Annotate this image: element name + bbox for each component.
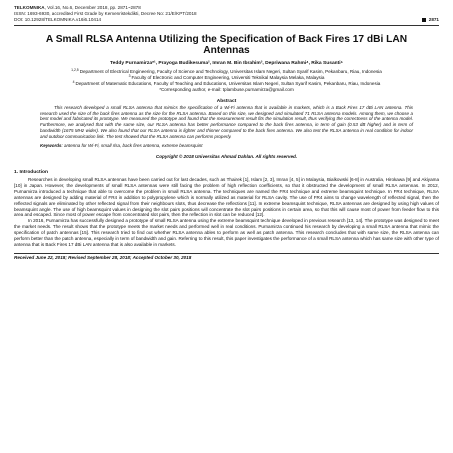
- affiliation-marker: 1,2,5: [71, 68, 79, 73]
- abstract-heading: Abstract: [216, 98, 237, 104]
- abstract-section: [40, 99, 413, 149]
- corresponding-author-text: *Corresponding author, e-mail: tplambuse.purnamirza@gmail.com: [159, 86, 294, 92]
- affiliation-marker: 3: [128, 74, 131, 79]
- affiliation-marker: 4: [72, 79, 75, 84]
- corresponding-author: [40, 87, 413, 93]
- journal-name: TELKOMNIKA: [14, 5, 45, 10]
- paragraph: Researches in developing small RLSA antennas have been carried out for last decades, such as Thairek [1], Islam [2, 3], Imran [4, 5] in Malaysia, Bialkowski [6-8] in Australia, Hirokawa [9] and Akiyama [10] in Japan. However, the developments of small RLSA antennas were still facing the problem of high reflection coefficients, so that it obstructed the development of small RLSA antennas. In 2012, Purnamirza introduced a technique that able to overcome the problem in small RLSA antenna. The techniques are named the FR4 technique and extreme beamsquint technique. In FR4 technique, RLSA antennas are designed by adding material of FR4 in addition to polypropylene which is normally utilized as material for RLSA cavity. The use of FR4 aims to change wavelength of reflected signal, then the reflected signals are eliminated by other reflected signal from their neighbours slots, thus decrease the reflections [11]. In extreme beamsquint technique, RLSA antennas are designed by using high values of beamsquint angle. The use of high beamsquint values in designing the slot pairs positions will concentrate the slot pairs positions in certain area, so that this will cause most of power from feeder flow to this area and escaped. Since most of power escape from concentrated slot pairs, then the reflection in slot can be reduced [12].: [14, 177, 439, 218]
- abstract-text: This research developed a small RLSA antenna that mimics the specification of a Wi-Fi antenna that is available in markets, which is a Back Fires 17 dBi LAN antenna. This research used the size of the back fires antenna as the size for the RLSA antenna. Based on this size, we designed and simulated 71 RLSA antenna models. Among them, we choose a best model and fabricated its prototype. We measured the prototype and found that the measurement result fits the simulation result, thus verifying the correctness of the antenna model. Furthermore, we analysed that with the same size, our RLSA antenna has better performance compared to the back fires antenna, in term of gain (0.53 dB higher) and in term of bandwidth (1675 MHz wider). We also found that our RLSA antenna is lighter and thinner compared to the back fires antenna. We also test the RLSA antenna in real condition for indoor and outdoor communication link. The test showed that the RLSA antenna can performs properly.: [40, 104, 413, 139]
- received-dates: Received June 22, 2018; Revised September 28, 2018; Accepted October 30, 2018: [14, 255, 192, 261]
- journal-volume: , Vol.16, No.6, December 2018, pp. 2871~2878: [44, 5, 141, 10]
- paper-title: A Small RLSA Antenna Utilizing the Specification of Back Fires 17 dBi LAN Antennas: [45, 33, 408, 57]
- page-number-block: [422, 17, 439, 23]
- affiliations: [40, 69, 413, 93]
- square-icon: [422, 18, 426, 22]
- affiliation-text: Department of Electrical Engineering, Faculty of Science and Technology, Universitas Islam Negeri, Sultan Syarif Kasim, Pekanbaru, Riau, Indonesia: [79, 69, 382, 75]
- journal-header: [14, 5, 439, 26]
- journal-issn: ISSN: 1693-6930, accredited First Grade by Kemenristekdikti, Decree No: 21/E/KPT/2018: [14, 10, 197, 16]
- header-rule: [14, 25, 439, 26]
- keywords: [40, 143, 413, 149]
- section-heading-introduction: 1. Introduction: [14, 170, 48, 176]
- affiliation-text: Department of Matematic Educations, Faculty of Teaching and Educations, Universitas Islam Negeri, Sultan Syarif Kasim, Pekanbaru, Riau, Indonesia: [75, 80, 381, 86]
- paragraph: In 2016, Purnamirza has successfully designed a prototype of small RLSA antenna using the extreme beamsquint technique developed in previous research [13, 14]. The prototype was designed to meet the market needs. The result shows that the prototype meets the market needs and performed well in real conditions. Purnamirza continued his research by developing a small RLSA antenna that mimic the specification of patch antennas [15]. This research tried to find out whether RLSA antenna ables to perform as well as patch antenna. This research concludes that with same size, the RLSA antenna can perform better than the patch antenna, especially in term of bandwidth and gain. Referring to this result, this paper investigates the performance of a small RLSA antenna which has same size with other type of antenna that is Back Fires 17 dBi LAN antenna that is also available in markets.: [14, 218, 439, 247]
- journal-doi: DOI: 10.12928/TELKOMNIKA.v16i6.10414: [14, 16, 102, 22]
- copyright-notice: Copyright © 2018 Universitas Ahmad Dahlan. All rights reserved.: [155, 154, 298, 160]
- keywords-label: Keywords: [40, 142, 62, 148]
- journal-doi-row: [14, 17, 439, 23]
- keywords-value: : antenna for Wi-Fi, small rlsa, back fires antenna, extreme beamsquint: [61, 142, 203, 148]
- author-list: Teddy Purnamirza*¹, Prayoga Budikesuma², Imran M. Bin Ibrahim³, Depriwana Rahmi⁴, Rika Susanti⁵: [110, 60, 343, 66]
- page-number: 2871: [428, 16, 439, 22]
- affiliation-text: Faculty of Electronic and Computer Engineering, Universiti Teknikal Malaysia Melaka, Malaysia: [131, 75, 325, 81]
- footer-rule: [14, 253, 439, 254]
